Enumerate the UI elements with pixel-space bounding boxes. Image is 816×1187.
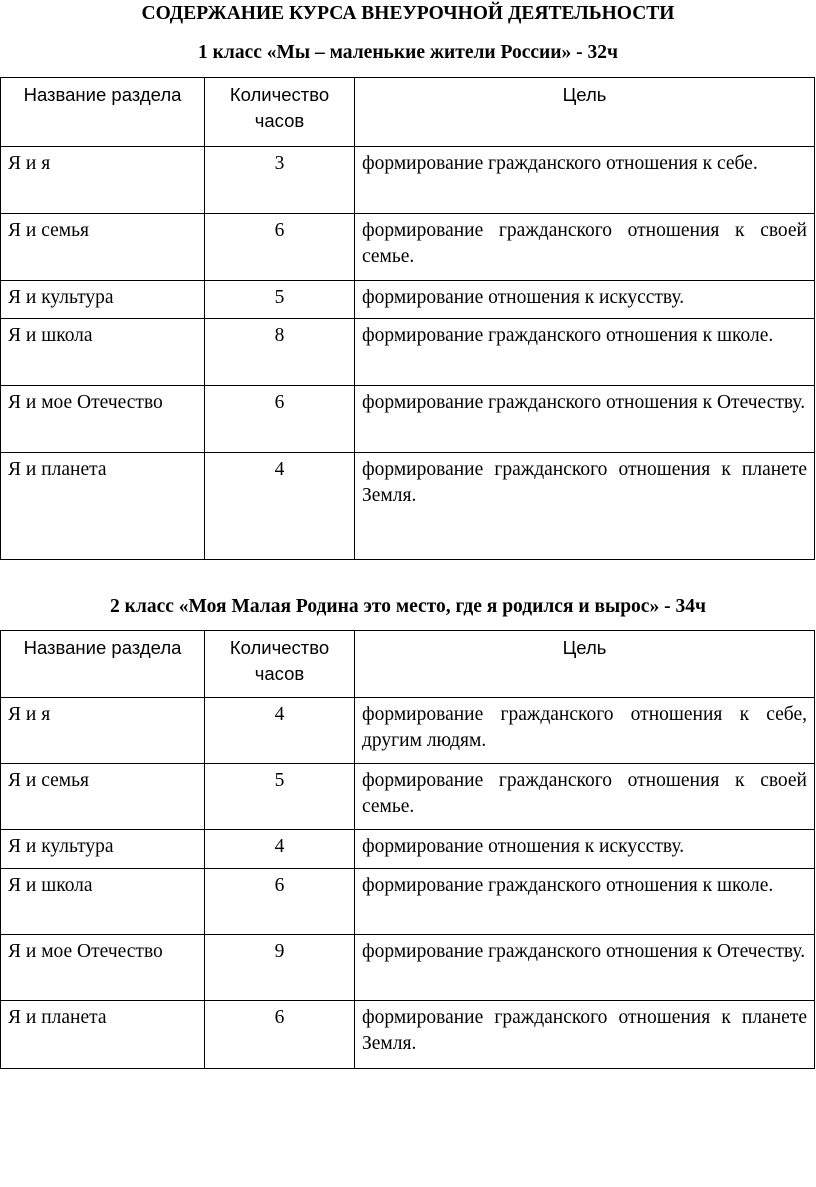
section-name: Я и культура xyxy=(1,281,205,319)
course-table-grade-2 xyxy=(0,630,815,1069)
hours-value: 3 xyxy=(205,147,355,214)
hours-value: 4 xyxy=(205,830,355,869)
table-row xyxy=(1,147,815,214)
page-title: СОДЕРЖАНИЕ КУРСА ВНЕУРОЧНОЙ ДЕЯТЕЛЬНОСТИ xyxy=(141,3,675,24)
goal-text: формирование гражданского отношения к школе. xyxy=(355,869,815,935)
goal-text: формирование гражданского отношения к Отечеству. xyxy=(355,386,815,453)
column-header-goal: Цель xyxy=(355,78,815,147)
hours-value: 6 xyxy=(205,1001,355,1069)
table-row xyxy=(1,453,815,560)
course-table-grade-1 xyxy=(0,77,815,560)
section-name: Я и школа xyxy=(1,869,205,935)
section-name: Я и мое Отечество xyxy=(1,386,205,453)
goal-text: формирование гражданского отношения к планете Земля. xyxy=(355,1001,815,1069)
section-name: Я и семья xyxy=(1,214,205,281)
hours-value: 4 xyxy=(205,453,355,560)
table-header-row xyxy=(1,78,815,147)
section-name: Я и планета xyxy=(1,1001,205,1069)
column-header-hours: Количество часов xyxy=(205,631,355,698)
section-name: Я и мое Отечество xyxy=(1,935,205,1001)
column-header-section-name: Название раздела xyxy=(1,631,205,698)
section-name: Я и я xyxy=(1,147,205,214)
goal-text: формирование гражданского отношения к себе. xyxy=(355,147,815,214)
goal-text: формирование гражданского отношения к школе. xyxy=(355,319,815,386)
section-name: Я и семья xyxy=(1,764,205,830)
table-header-row xyxy=(1,631,815,698)
section-name: Я и я xyxy=(1,698,205,764)
hours-value: 4 xyxy=(205,698,355,764)
column-header-section-name: Название раздела xyxy=(1,78,205,147)
column-header-hours: Количество часов xyxy=(205,78,355,147)
goal-text: формирование отношения к искусству. xyxy=(355,830,815,869)
hours-value: 6 xyxy=(205,869,355,935)
goal-text: формирование гражданского отношения к своей семье. xyxy=(355,764,815,830)
table-row xyxy=(1,214,815,281)
table-row xyxy=(1,386,815,453)
goal-text: формирование гражданского отношения к Отечеству. xyxy=(355,935,815,1001)
section-name: Я и планета xyxy=(1,453,205,560)
goal-text: формирование гражданского отношения к своей семье. xyxy=(355,214,815,281)
section-heading-grade-1: 1 класс «Мы – маленькие жители России» - 32ч xyxy=(198,42,618,63)
table-row xyxy=(1,1001,815,1069)
goal-text: формирование отношения к искусству. xyxy=(355,281,815,319)
goal-text: формирование гражданского отношения к себе, другим людям. xyxy=(355,698,815,764)
hours-value: 8 xyxy=(205,319,355,386)
hours-value: 5 xyxy=(205,764,355,830)
table-row xyxy=(1,869,815,935)
table-row xyxy=(1,319,815,386)
hours-value: 6 xyxy=(205,214,355,281)
hours-value: 9 xyxy=(205,935,355,1001)
section-name: Я и школа xyxy=(1,319,205,386)
column-header-goal: Цель xyxy=(355,631,815,698)
hours-value: 6 xyxy=(205,386,355,453)
goal-text: формирование гражданского отношения к планете Земля. xyxy=(355,453,815,560)
table-row xyxy=(1,764,815,830)
table-row xyxy=(1,698,815,764)
section-name: Я и культура xyxy=(1,830,205,869)
section-heading-grade-2: 2 класс «Моя Малая Родина это место, где я родился и вырос» - 34ч xyxy=(110,596,706,617)
table-row xyxy=(1,830,815,869)
table-row xyxy=(1,935,815,1001)
hours-value: 5 xyxy=(205,281,355,319)
table-row xyxy=(1,281,815,319)
